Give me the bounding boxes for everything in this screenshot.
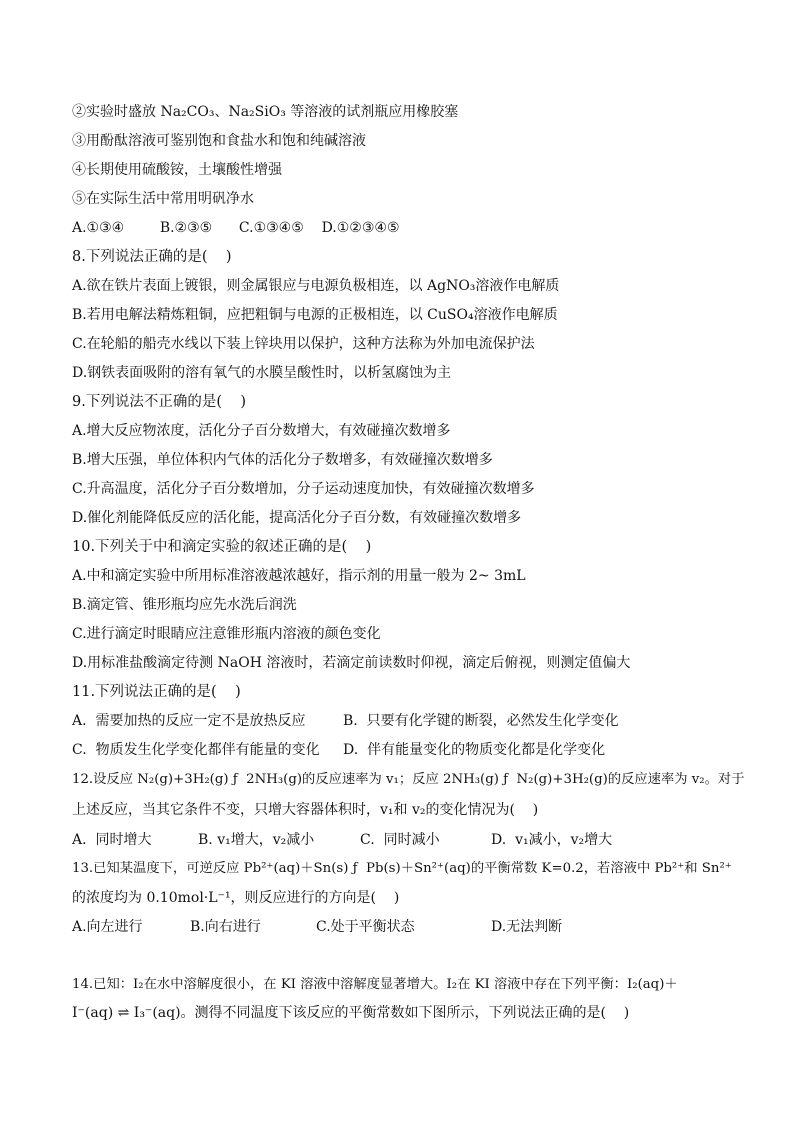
q11-option-a: A. 需要加热的反应一定不是放热反应: [72, 713, 306, 729]
item-2: ②实验时盛放 Na₂CO₃、Na₂SiO₃ 等溶液的试剂瓶应用橡胶塞: [72, 104, 459, 120]
question-14-line1: 14.已知：I₂在水中溶解度很小，在 KI 溶液中溶解度显著增大。I₂在 KI 溶液中存在下列平衡：I₂(aq)＋: [72, 977, 678, 992]
q7-options: A.①③④ B.②③⑤ C.①③④⑤ D.①②③④⑤: [72, 220, 400, 236]
q12-option-d: D. v₁减小，v₂增大: [491, 832, 613, 848]
q12-option-b: B. v₁增大，v₂减小: [198, 832, 315, 848]
q9-option-a: A.增大反应物浓度，活化分子百分数增大，有效碰撞次数增多: [72, 423, 451, 439]
q10-option-b: B.滴定管、锥形瓶均应先水洗后润洗: [72, 597, 297, 613]
item-5: ⑤在实际生活中常用明矾净水: [72, 191, 254, 207]
q13-option-b: B.向右进行: [190, 919, 261, 935]
question-13-line2: 的浓度均为 0.10mol·L⁻¹，则反应进行的方向是( ): [72, 890, 400, 906]
q13-option-d: D.无法判断: [491, 919, 563, 935]
q10-option-a: A.中和滴定实验中所用标准溶液越浓越好，指示剂的用量一般为 2~ 3mL: [72, 568, 526, 584]
q12-option-a: A. 同时增大: [72, 832, 152, 848]
q8-option-c: C.在轮船的船壳水线以下装上锌块用以保护，这种方法称为外加电流保护法: [72, 336, 535, 352]
q13-option-c: C.处于平衡状态: [316, 919, 415, 935]
item-3: ③用酚酞溶液可鉴别饱和食盐水和饱和纯碱溶液: [72, 133, 366, 149]
q13-option-a: A.向左进行: [72, 919, 143, 935]
q8-option-b: B.若用电解法精炼粗铜，应把粗铜与电源的正极相连，以 CuSO₄溶液作电解质: [72, 307, 558, 323]
item-4: ④长期使用硫酸铵，土壤酸性增强: [72, 162, 282, 178]
question-14-line2: I⁻(aq) ⇌ I₃⁻(aq)。测得不同温度下该反应的平衡常数如下图所示，下列说法正确的是( ): [72, 1005, 630, 1021]
question-12-line2: 上述反应，当其它条件不变，只增大容器体积时，v₁和 v₂的变化情况为( ): [72, 802, 539, 818]
q12-option-c: C. 同时减小: [360, 832, 440, 848]
question-10: 10.下列关于中和滴定实验的叙述正确的是( ): [72, 539, 372, 555]
question-12-line1: 12.设反应 N₂(g)+3H₂(g) ƒ 2NH₃(g)的反应速率为 v₁；反应 2NH₃(g) ƒ N₂(g)+3H₂(g)的反应速率为 v₂。对于: [72, 772, 745, 787]
q10-option-d: D.用标准盐酸滴定待测 NaOH 溶液时，若滴定前读数时仰视，滴定后俯视，则测定值偏大: [72, 655, 631, 671]
question-9: 9.下列说法不正确的是( ): [72, 394, 247, 410]
q10-option-c: C.进行滴定时眼睛应注意锥形瓶内溶液的颜色变化: [72, 626, 381, 642]
q11-option-d: D. 伴有能量变化的物质变化都是化学变化: [343, 742, 606, 758]
q9-option-b: B.增大压强，单位体积内气体的活化分子数增多，有效碰撞次数增多: [72, 452, 493, 468]
q8-option-d: D.钢铁表面吸附的溶有氧气的水膜呈酸性时，以析氢腐蚀为主: [72, 365, 452, 381]
q8-option-a: A.欲在铁片表面上镀银，则金属银应与电源负极相连，以 AgNO₃溶液作电解质: [72, 278, 560, 294]
question-8: 8.下列说法正确的是( ): [72, 249, 232, 265]
q11-option-b: B. 只要有化学键的断裂，必然发生化学变化: [343, 713, 619, 729]
q9-option-d: D.催化剂能降低反应的活化能，提高活化分子百分数，有效碰撞次数增多: [72, 510, 522, 526]
question-11: 11.下列说法正确的是( ): [72, 684, 241, 700]
q11-option-c: C. 物质发生化学变化都伴有能量的变化: [72, 742, 320, 758]
q9-option-c: C.升高温度，活化分子百分数增加，分子运动速度加快，有效碰撞次数增多: [72, 481, 535, 497]
question-13-line1: 13.已知某温度下，可逆反应 Pb²⁺(aq)＋Sn(s) ƒ Pb(s)＋Sn²⁺(aq)的平衡常数 K=0.2，若溶液中 Pb²⁺和 Sn²⁺: [72, 861, 732, 876]
